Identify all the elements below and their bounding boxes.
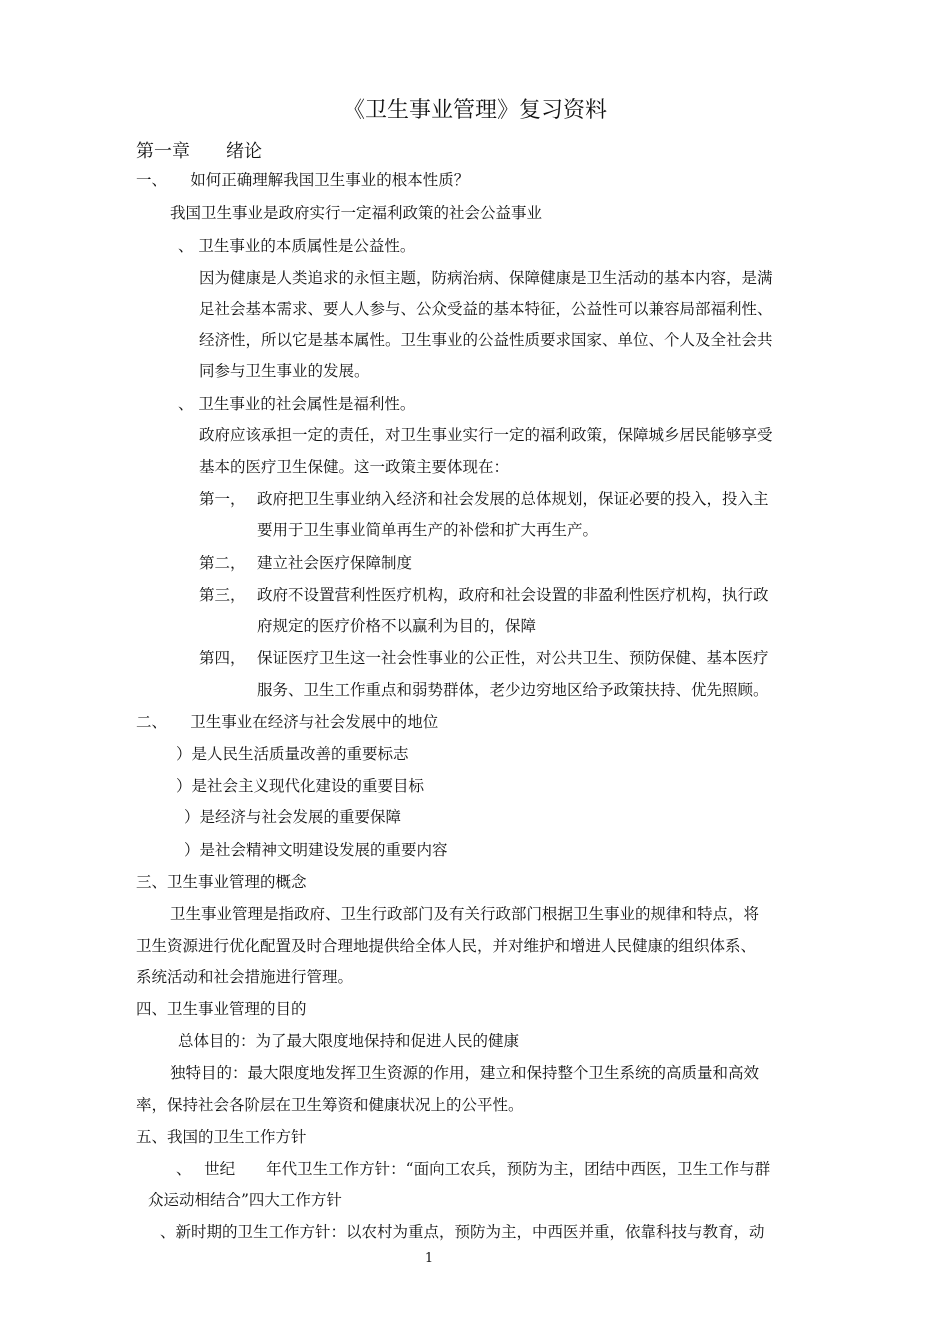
section-1-intro: 我国卫生事业是政府实行一定福利政策的社会公益事业 — [170, 204, 543, 222]
section-3-heading: 三、卫生事业管理的概念 — [136, 873, 307, 891]
point-2-title: 、 卫生事业的社会属性是福利性。 — [178, 395, 416, 413]
paragraph-line: 总体目的：为了最大限度地保持和促进人民的健康 — [178, 1032, 520, 1050]
list-text: 府规定的医疗价格不以赢利为目的，保障 — [257, 617, 537, 635]
list-label: 第四， — [199, 649, 246, 667]
list-text: 保证医疗卫生这一社会性事业的公正性，对公共卫生、预防保健、基本医疗 — [257, 649, 769, 667]
list-text: 政府把卫生事业纳入经济和社会发展的总体规划，保证必要的投入，投入主 — [257, 490, 769, 508]
list-text: 服务、卫生工作重点和弱势群体，老少边穷地区给予政策扶持、优先照顾。 — [257, 681, 769, 699]
list-item: ）是经济与社会发展的重要保障 — [184, 808, 402, 826]
point-2-line: 政府应该承担一定的责任，对卫生事业实行一定的福利政策，保障城乡居民能够享受 — [199, 426, 773, 444]
list-item: ）是社会主义现代化建设的重要目标 — [176, 777, 425, 795]
list-text: 政府不设置营利性医疗机构，政府和社会设置的非盈利性医疗机构，执行政 — [257, 586, 769, 604]
point-1-line: 足社会基本需求、要人人参与、公众受益的基本特征，公益性可以兼容局部福利性、 — [199, 300, 773, 318]
section-5-heading: 五、我国的卫生工作方针 — [136, 1128, 307, 1146]
page-number: 1 — [424, 1251, 434, 1266]
list-text: 要用于卫生事业简单再生产的补偿和扩大再生产。 — [257, 521, 599, 539]
list-label: 第一， — [199, 490, 246, 508]
paragraph-line: 独特目的：最大限度地发挥卫生资源的作用，建立和保持整个卫生系统的高质量和高效 — [170, 1064, 760, 1082]
paragraph-line: 、新时期的卫生工作方针：以农村为重点，预防为主，中西医并重，依靠科技与教育，动 — [160, 1223, 765, 1241]
chapter-heading: 第一章 绪论 — [136, 141, 262, 162]
document-title: 《卫生事业管理》复习资料 — [342, 98, 607, 123]
paragraph-line: 率，保持社会各阶层在卫生筹资和健康状况上的公平性。 — [136, 1096, 524, 1114]
list-label: 第二， — [199, 554, 246, 572]
point-2-line: 基本的医疗卫生保健。这一政策主要体现在： — [199, 458, 510, 476]
point-1-line: 因为健康是人类追求的永恒主题，防病治病、保障健康是卫生活动的基本内容，是满 — [199, 269, 773, 287]
point-1-title: 、 卫生事业的本质属性是公益性。 — [178, 237, 416, 255]
list-text: 建立社会医疗保障制度 — [257, 554, 413, 572]
section-2-heading: 二、 卫生事业在经济与社会发展中的地位 — [136, 713, 439, 731]
list-item: ）是社会精神文明建设发展的重要内容 — [184, 841, 448, 859]
list-item: ）是人民生活质量改善的重要标志 — [176, 745, 409, 763]
list-label: 第三， — [199, 586, 246, 604]
paragraph-line: 众运动相结合”四大工作方针 — [148, 1191, 342, 1209]
paragraph-line: 系统活动和社会措施进行管理。 — [136, 968, 354, 986]
point-1-line: 同参与卫生事业的发展。 — [199, 362, 370, 380]
section-1-heading: 一、 如何正确理解我国卫生事业的根本性质？ — [136, 171, 470, 189]
section-4-heading: 四、卫生事业管理的目的 — [136, 1000, 307, 1018]
paragraph-line: 卫生资源进行优化配置及时合理地提供给全体人民，并对维护和增进人民健康的组织体系、 — [136, 937, 757, 955]
paragraph-line: 卫生事业管理是指政府、卫生行政部门及有关行政部门根据卫生事业的规律和特点，将 — [170, 905, 760, 923]
point-1-line: 经济性，所以它是基本属性。卫生事业的公益性质要求国家、单位、个人及全社会共 — [199, 331, 773, 349]
paragraph-line: 、 世纪 年代卫生工作方针：“面向工农兵，预防为主，团结中西医，卫生工作与群 — [176, 1160, 771, 1178]
